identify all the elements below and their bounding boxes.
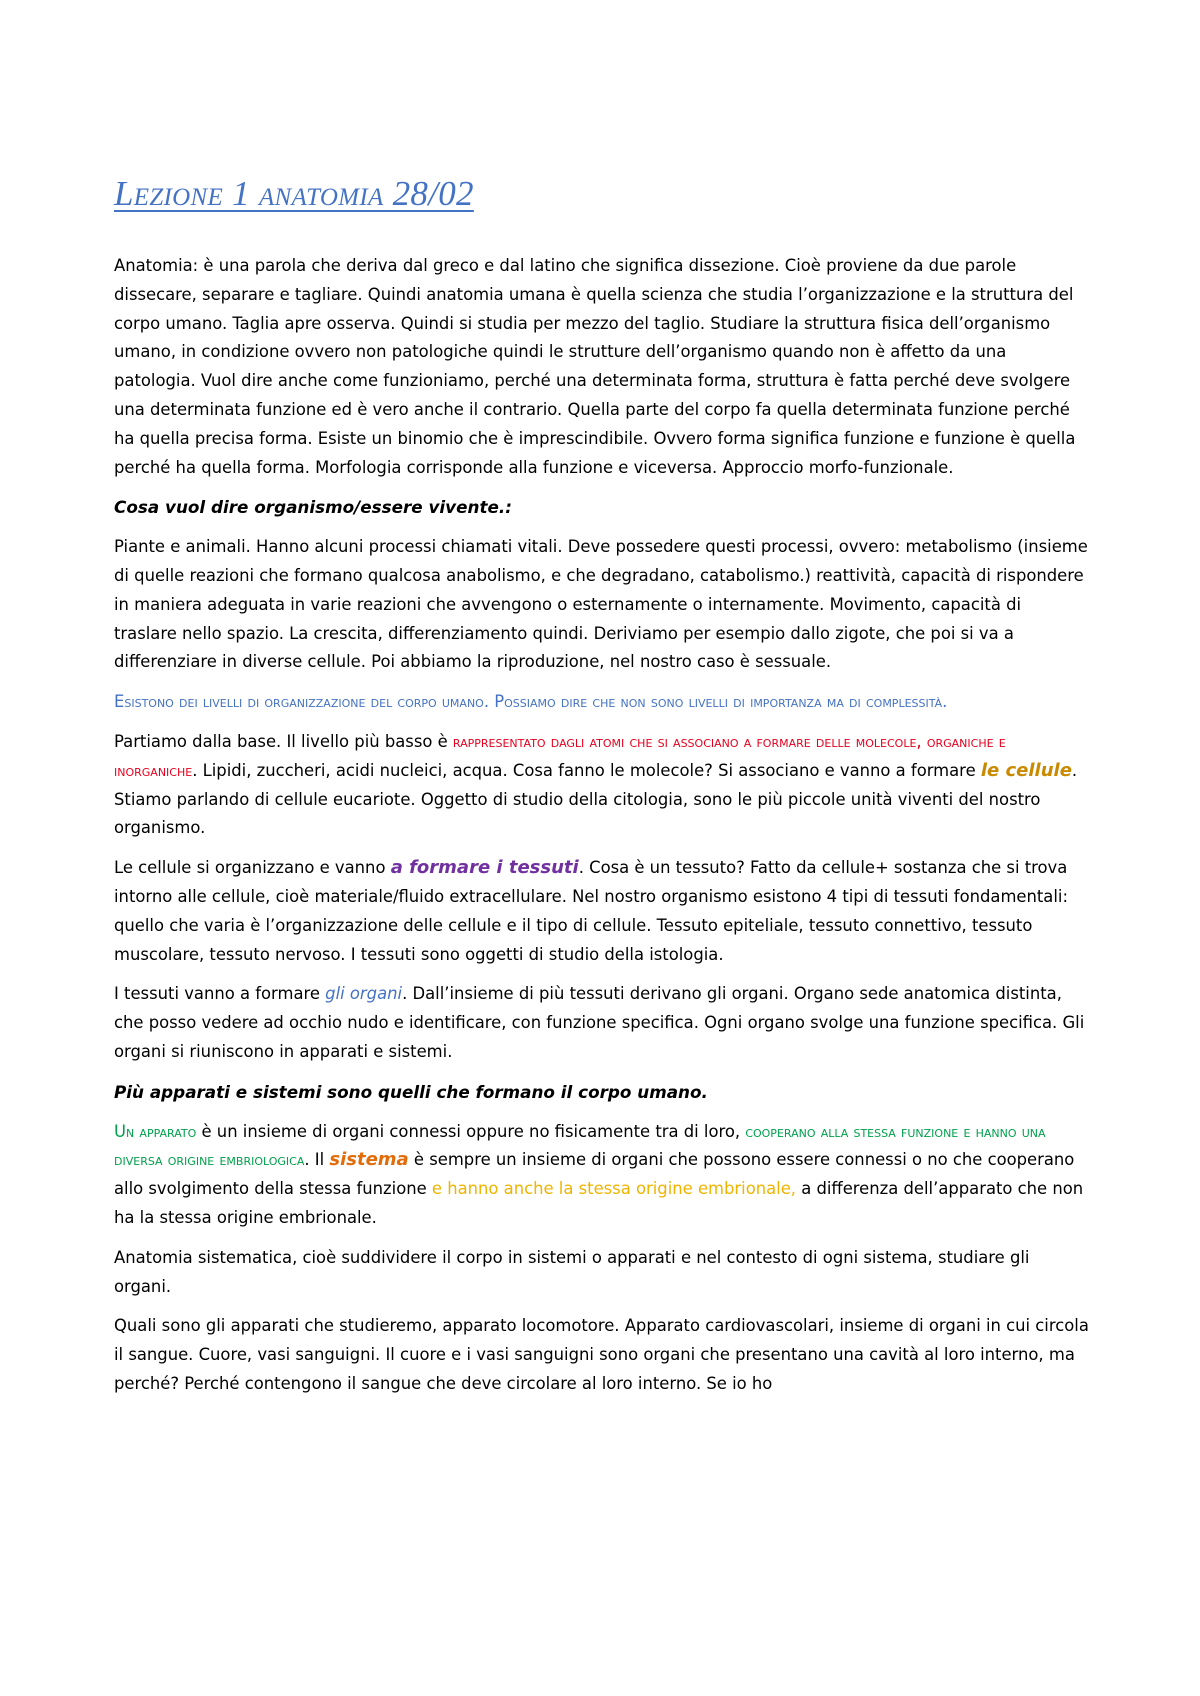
text-run: . Il xyxy=(304,1150,330,1170)
text-run: è sempre un insieme di organi che possono essere connessi o no che cooperano allo svolgimento della stessa funzione xyxy=(114,1150,1075,1199)
paragraph-molecole-cellule xyxy=(114,728,1089,843)
paragraph-apparati-studio: Quali sono gli apparati che studieremo, apparato locomotore. Apparato cardiovascolari, insieme di organi in cui circola il sangue. Cuore, vasi sanguigni. Il cuore e i vasi sanguigni sono organi che presentano una cavità al loro interno, ma perché? Perché contengono il sangue che deve circolare al loro interno. Se io ho xyxy=(114,1316,1089,1393)
paragraph-livelli-organizzazione: Esistono dei livelli di organizzazione del corpo umano. Possiamo dire che non sono livelli di importanza ma di complessità. xyxy=(114,692,948,712)
text-run: a differenza dell’apparato che non ha la stessa origine embrionale. xyxy=(114,1179,1084,1227)
text-run: Le cellule si organizzano e vanno xyxy=(114,858,391,878)
highlight-tessuti: a formare i tessuti xyxy=(390,857,579,879)
highlight-origine-embrionale: e hanno anche la stessa origine embrionale, xyxy=(431,1179,796,1199)
paragraph-processi-vitali: Piante e animali. Hanno alcuni processi chiamati vitali. Deve possedere questi processi, ovvero: metabolismo (insieme di quelle reazioni che formano qualcosa anabolismo, e che degradano, catabolismo.) reattività, capacità di rispondere in maniera adeguata in varie reazioni che avvengono o esternamente o internamente. Movimento, capacità di traslare nello spazio. La crescita, differenziamento quindi. Deriviamo per esempio dallo zigote, che poi si va a differenziare in diverse cellule. Poi abbiamo la riproduzione, nel nostro caso è sessuale. xyxy=(114,537,1088,672)
paragraph-tessuti xyxy=(114,854,1089,969)
heading-apparati-sistemi: Più apparati e sistemi sono quelli che formano il corpo umano. xyxy=(114,1081,708,1102)
highlight-cooperano: cooperano alla stessa funzione e hanno una diversa origine embriologica xyxy=(114,1121,1046,1170)
text-run: . Cosa è un tessuto? Fatto da cellule+ sostanza che si trova intorno alle cellule, cioè materiale/fluido extracellulare. Nel nostro organismo esistono 4 tipi di tessuti fondamentali: quello che varia è l’organizzazione delle cellule e il tipo di cellule. Tessuto epiteliale, tessuto connettivo, tessuto muscolare, tessuto nervoso. I tessuti sono oggetti di studio della istologia. xyxy=(114,858,1068,964)
highlight-sistema: sistema xyxy=(329,1149,409,1171)
highlight-apparato: Un apparato xyxy=(114,1121,197,1141)
text-run: . Stiamo parlando di cellule eucariote. Oggetto di studio della citologia, sono le più piccole unità viventi del nostro organismo. xyxy=(114,760,1078,838)
paragraph-organi xyxy=(114,980,1089,1066)
highlight-cellule: le cellule xyxy=(980,759,1072,781)
highlight-organi: gli organi xyxy=(325,984,403,1004)
text-run: . Dall’insieme di più tessuti derivano gli organi. Organo sede anatomica distinta, che posso vedere ad occhio nudo e identificare, con funzione specifica. Ogni organo svolge una funzione specifica. Gli organi si riuniscono in apparati e sistemi. xyxy=(114,984,1085,1061)
text-run: Partiamo dalla base. Il livello più basso è xyxy=(114,731,453,751)
text-run: è un insieme di organi connessi oppure no fisicamente tra di loro, xyxy=(196,1121,746,1141)
highlight-atomi: rappresentato dagli atomi che si associano a formare delle molecole, organiche e inorganiche xyxy=(114,731,1006,780)
heading-organismo: Cosa vuol dire organismo/essere vivente.: xyxy=(114,497,512,518)
text-run: . Lipidi, zuccheri, acidi nucleici, acqua. Cosa fanno le molecole? Si associano e vanno a formare xyxy=(192,760,981,780)
paragraph-apparato-sistema xyxy=(114,1118,1089,1233)
page-title: Lezione 1 anatomia 28/02 xyxy=(114,174,474,213)
paragraph-anatomia: Anatomia: è una parola che deriva dal greco e dal latino che significa dissezione. Cioè proviene da due parole dissecare, separare e tagliare. Quindi anatomia umana è quella scienza che studia l’organizzazione e la struttura del corpo umano. Taglia apre osserva. Quindi si studia per mezzo del taglio. Studiare la struttura fisica dell’organismo umano, in condizione ovvero non patologiche quindi le strutture dell’organismo quando non è affetto da una patologia. Vuol dire anche come funzioniamo, perché una determinata forma, struttura è fatta perché deve svolgere una determinata funzione ed è vero anche il contrario. Quella parte del corpo fa quella determinata funzione perché ha quella precisa forma. Esiste un binomio che è imprescindibile. Ovvero forma significa funzione e funzione è quella perché ha quella forma. Morfologia corrisponde alla funzione e viceversa. Approccio morfo-funzionale. xyxy=(114,256,1076,477)
paragraph-anatomia-sistematica: Anatomia sistematica, cioè suddividere il corpo in sistemi o apparati e nel contesto di ogni sistema, studiare gli organi. xyxy=(114,1247,1030,1296)
document-body xyxy=(114,172,1089,1410)
text-run: I tessuti vanno a formare xyxy=(114,984,326,1004)
